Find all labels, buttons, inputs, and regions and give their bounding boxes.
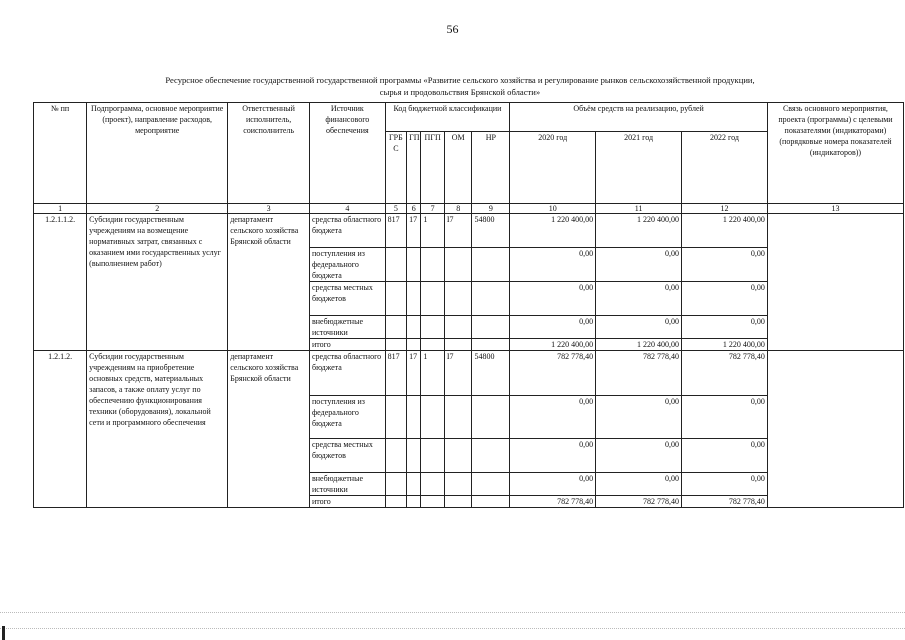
grbs-cell (385, 439, 406, 473)
link-cell (767, 214, 903, 351)
gp-cell (407, 396, 421, 439)
grbs-cell (385, 396, 406, 439)
pgp-cell: 1 (421, 214, 445, 248)
header-num: № пп (34, 103, 87, 204)
pgp-cell (421, 339, 445, 351)
link-cell (767, 351, 903, 508)
column-number: 3 (228, 204, 310, 214)
grbs-cell (385, 316, 406, 339)
table-row (34, 351, 904, 396)
om-cell (444, 316, 472, 339)
value-2021: 0,00 (596, 439, 682, 473)
source-cell: внебюджетные источники (310, 473, 386, 496)
grbs-cell (385, 339, 406, 351)
om-cell: I7 (444, 351, 472, 396)
om-cell (444, 396, 472, 439)
value-2022: 1 220 400,00 (682, 214, 768, 248)
item-responsible: департамент сельского хозяйства Брянской области (228, 351, 310, 508)
header-link: Связь основного мероприятия, проекта (программы) с целевыми показателями (индикаторами) (порядковые номера показателей (индикаторов)) (767, 103, 903, 204)
source-cell: внебюджетные источники (310, 316, 386, 339)
gp-cell (407, 496, 421, 508)
np-cell: 54800 (472, 351, 510, 396)
pgp-cell (421, 248, 445, 282)
np-cell (472, 396, 510, 439)
value-2021: 0,00 (596, 316, 682, 339)
source-cell: итого (310, 339, 386, 351)
column-number: 6 (407, 204, 421, 214)
gp-cell: 17 (407, 351, 421, 396)
column-number: 10 (510, 204, 596, 214)
header-gp: ГП (407, 132, 421, 204)
column-numbers-row (34, 204, 904, 214)
source-cell: средства областного бюджета (310, 351, 386, 396)
np-cell (472, 339, 510, 351)
pgp-cell (421, 316, 445, 339)
np-cell (472, 473, 510, 496)
column-number: 4 (310, 204, 386, 214)
source-cell: средства областного бюджета (310, 214, 386, 248)
gp-cell (407, 316, 421, 339)
column-number: 1 (34, 204, 87, 214)
grbs-cell (385, 496, 406, 508)
header-budget-code: Код бюджетной классификации (385, 103, 510, 132)
pgp-cell (421, 396, 445, 439)
column-number: 13 (767, 204, 903, 214)
value-2021: 0,00 (596, 282, 682, 316)
value-2020: 0,00 (510, 473, 596, 496)
item-number: 1.2.1.1.2. (34, 214, 87, 351)
om-cell (444, 282, 472, 316)
gp-cell (407, 439, 421, 473)
gp-cell (407, 339, 421, 351)
value-2022: 0,00 (682, 439, 768, 473)
header-subprogram: Подпрограмма, основное мероприятие (проект), направление расходов, мероприятие (87, 103, 228, 204)
column-number: 8 (444, 204, 472, 214)
gp-cell (407, 473, 421, 496)
pgp-cell (421, 439, 445, 473)
om-cell (444, 496, 472, 508)
source-cell: средства местных бюджетов (310, 439, 386, 473)
source-cell: итого (310, 496, 386, 508)
header-row-1 (34, 103, 904, 132)
item-name: Субсидии государственным учреждениям на приобретение основных средств, материальных запасов, а также оплату услуг по обеспечению функционирования техники (оборудования), локальной сети и программного обеспечения (87, 351, 228, 508)
om-cell (444, 248, 472, 282)
item-number: 1.2.1.2. (34, 351, 87, 508)
scan-artifact-line (0, 628, 905, 629)
value-2021: 1 220 400,00 (596, 214, 682, 248)
column-number: 12 (682, 204, 768, 214)
header-volume: Объём средств на реализацию, рублей (510, 103, 768, 132)
item-name: Субсидии государственным учреждениям на возмещение нормативных затрат, связанных с оказанием ими государственных услуг (выполнением работ) (87, 214, 228, 351)
om-cell (444, 473, 472, 496)
total-2022: 1 220 400,00 (682, 339, 768, 351)
pgp-cell (421, 282, 445, 316)
value-2020: 1 220 400,00 (510, 214, 596, 248)
page-number: 56 (446, 22, 459, 36)
header-grbs: ГРБ С (385, 132, 406, 204)
column-number: 5 (385, 204, 406, 214)
header-np: НР (472, 132, 510, 204)
header-pgp: ПГП (421, 132, 445, 204)
om-cell (444, 339, 472, 351)
column-number: 11 (596, 204, 682, 214)
value-2020: 0,00 (510, 282, 596, 316)
gp-cell: 17 (407, 214, 421, 248)
np-cell (472, 439, 510, 473)
total-2022: 782 778,40 (682, 496, 768, 508)
header-om: ОМ (444, 132, 472, 204)
gp-cell (407, 248, 421, 282)
scan-edge-mark (2, 626, 5, 640)
pgp-cell (421, 473, 445, 496)
header-source: Источник финансового обеспечения (310, 103, 386, 204)
total-2020: 782 778,40 (510, 496, 596, 508)
resource-table (33, 102, 904, 508)
np-cell (472, 496, 510, 508)
value-2020: 782 778,40 (510, 351, 596, 396)
value-2022: 0,00 (682, 282, 768, 316)
total-2021: 782 778,40 (596, 496, 682, 508)
value-2022: 0,00 (682, 316, 768, 339)
pgp-cell: 1 (421, 351, 445, 396)
value-2022: 782 778,40 (682, 351, 768, 396)
total-2020: 1 220 400,00 (510, 339, 596, 351)
header-responsible: Ответственный исполнитель, соисполнитель (228, 103, 310, 204)
value-2021: 0,00 (596, 396, 682, 439)
source-cell: поступления из федерального бюджета (310, 396, 386, 439)
value-2021: 0,00 (596, 248, 682, 282)
total-2021: 1 220 400,00 (596, 339, 682, 351)
np-cell (472, 282, 510, 316)
value-2020: 0,00 (510, 396, 596, 439)
header-2021: 2021 год (596, 132, 682, 204)
grbs-cell: 817 (385, 351, 406, 396)
om-cell (444, 439, 472, 473)
np-cell (472, 248, 510, 282)
item-responsible: департамент сельского хозяйства Брянской области (228, 214, 310, 351)
scan-artifact-line (0, 612, 905, 613)
value-2020: 0,00 (510, 248, 596, 282)
np-cell (472, 316, 510, 339)
value-2022: 0,00 (682, 473, 768, 496)
header-2022: 2022 год (682, 132, 768, 204)
column-number: 9 (472, 204, 510, 214)
source-cell: средства местных бюджетов (310, 282, 386, 316)
grbs-cell (385, 473, 406, 496)
value-2020: 0,00 (510, 316, 596, 339)
grbs-cell (385, 282, 406, 316)
table-row (34, 214, 904, 248)
title-line-2: сырья и продовольствия Брянской области» (379, 87, 541, 97)
grbs-cell: 817 (385, 214, 406, 248)
pgp-cell (421, 496, 445, 508)
column-number: 7 (421, 204, 445, 214)
document-title (100, 74, 820, 98)
value-2022: 0,00 (682, 396, 768, 439)
column-number: 2 (87, 204, 228, 214)
value-2021: 0,00 (596, 473, 682, 496)
source-cell: поступления из федерального бюджета (310, 248, 386, 282)
value-2022: 0,00 (682, 248, 768, 282)
gp-cell (407, 282, 421, 316)
value-2020: 0,00 (510, 439, 596, 473)
np-cell: 54800 (472, 214, 510, 248)
header-2020: 2020 год (510, 132, 596, 204)
title-line-1: Ресурсное обеспечение государственной государственной программы «Развитие сельского хозяйства и регулирование рынков сельскохозяйственной продукции, (165, 75, 755, 85)
value-2021: 782 778,40 (596, 351, 682, 396)
om-cell: I7 (444, 214, 472, 248)
grbs-cell (385, 248, 406, 282)
